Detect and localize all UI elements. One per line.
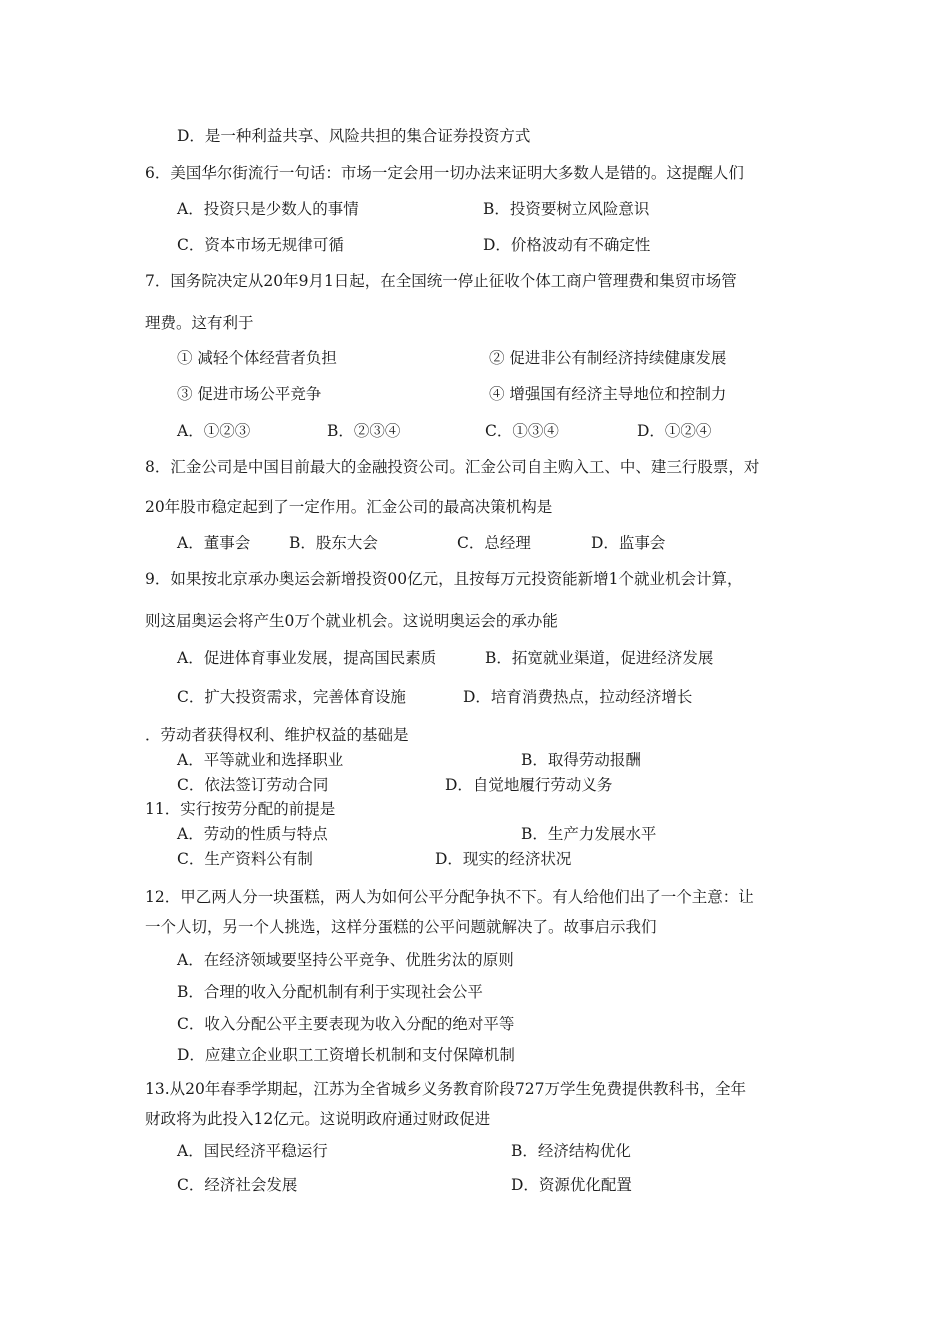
q7-item-4: ④ 增强国有经济主导地位和控制力 — [489, 385, 727, 403]
q12-stem-line1: 12．甲乙两人分一块蛋糕，两人为如何公平分配争执不下。有人给他们出了一个主意：让 — [145, 888, 754, 906]
q8-option-a: A．董事会 — [177, 534, 251, 552]
q6-option-d: D．价格波动有不确定性 — [483, 236, 651, 254]
q9-stem-line2: 则这届奥运会将产生0万个就业机会。这说明奥运会的承办能 — [145, 612, 558, 630]
q9-option-b: B．拓宽就业渠道，促进经济发展 — [485, 649, 714, 667]
q7-item-3: ③ 促进市场公平竞争 — [177, 385, 322, 403]
q12-stem-line2: 一个人切，另一个人挑选，这样分蛋糕的公平问题就解决了。故事启示我们 — [145, 918, 657, 936]
q7-stem-line2: 理费。这有利于 — [145, 314, 254, 332]
q9-option-c: C．扩大投资需求，完善体育设施 — [177, 688, 406, 706]
q9-option-a: A．促进体育事业发展，提高国民素质 — [177, 649, 437, 667]
q12-option-b: B．合理的收入分配机制有利于实现社会公平 — [177, 983, 483, 1001]
q7-item-1: ① 减轻个体经营者负担 — [177, 349, 337, 367]
q6-stem: 6．美国华尔街流行一句话：市场一定会用一切办法来证明大多数人是错的。这提醒人们 — [145, 164, 744, 182]
q7-stem-line1: 7．国务院决定从20年9月1日起，在全国统一停止征收个体工商户管理费和集贸市场管 — [145, 272, 737, 290]
q7-item-2: ② 促进非公有制经济持续健康发展 — [489, 349, 727, 367]
q6-option-b: B．投资要树立风险意识 — [483, 200, 650, 218]
q11-option-b: B．生产力发展水平 — [521, 825, 657, 843]
q7-option-a: A．①②③ — [177, 422, 251, 440]
q13-option-a: A．国民经济平稳运行 — [177, 1142, 328, 1160]
q13-stem-line2: 财政将为此投入12亿元。这说明政府通过财政促进 — [145, 1110, 491, 1128]
q11-option-d: D．现实的经济状况 — [435, 850, 572, 868]
q13-option-c: C．经济社会发展 — [177, 1176, 298, 1194]
q7-option-d: D．①②④ — [637, 422, 712, 440]
q6-option-a: A．投资只是少数人的事情 — [177, 200, 359, 218]
q11-stem: 11．实行按劳分配的前提是 — [145, 800, 336, 818]
q13-option-d: D．资源优化配置 — [511, 1176, 632, 1194]
q11-option-a: A．劳动的性质与特点 — [177, 825, 328, 843]
q11-option-c: C．生产资料公有制 — [177, 850, 313, 868]
q8-option-d: D．监事会 — [591, 534, 666, 552]
q12-option-c: C．收入分配公平主要表现为收入分配的绝对平等 — [177, 1015, 515, 1033]
q10-option-c: C．依法签订劳动合同 — [177, 776, 329, 794]
q10-option-d: D．自觉地履行劳动义务 — [445, 776, 613, 794]
q10-option-a: A．平等就业和选择职业 — [177, 751, 344, 769]
q13-option-b: B．经济结构优化 — [511, 1142, 631, 1160]
q6-option-c: C．资本市场无规律可循 — [177, 236, 344, 254]
q9-option-d: D．培育消费热点，拉动经济增长 — [463, 688, 693, 706]
q12-option-d: D．应建立企业职工工资增长机制和支付保障机制 — [177, 1046, 515, 1064]
q8-option-b: B．股东大会 — [289, 534, 378, 552]
q10-stem: ．劳动者获得权利、维护权益的基础是 — [145, 726, 409, 744]
q9-stem-line1: 9．如果按北京承办奥运会新增投资00亿元，且按每万元投资能新增1个就业机会计算， — [145, 570, 743, 588]
q13-stem-line1: 13.从20年春季学期起，江苏为全省城乡义务教育阶段727万学生免费提供教科书，全年 — [145, 1080, 746, 1098]
q7-option-b: B．②③④ — [327, 422, 401, 440]
q8-stem-line1: 8．汇金公司是中国目前最大的金融投资公司。汇金公司自主购入工、中、建三行股票，对 — [145, 458, 760, 476]
q12-option-a: A．在经济领域要坚持公平竞争、优胜劣汰的原则 — [177, 951, 514, 969]
q8-stem-line2: 20年股市稳定起到了一定作用。汇金公司的最高决策机构是 — [145, 498, 553, 516]
q5-option-d: D．是一种利益共享、风险共担的集合证券投资方式 — [177, 127, 531, 145]
q7-option-c: C．①③④ — [485, 422, 559, 440]
q10-option-b: B．取得劳动报酬 — [521, 751, 641, 769]
q8-option-c: C．总经理 — [457, 534, 531, 552]
